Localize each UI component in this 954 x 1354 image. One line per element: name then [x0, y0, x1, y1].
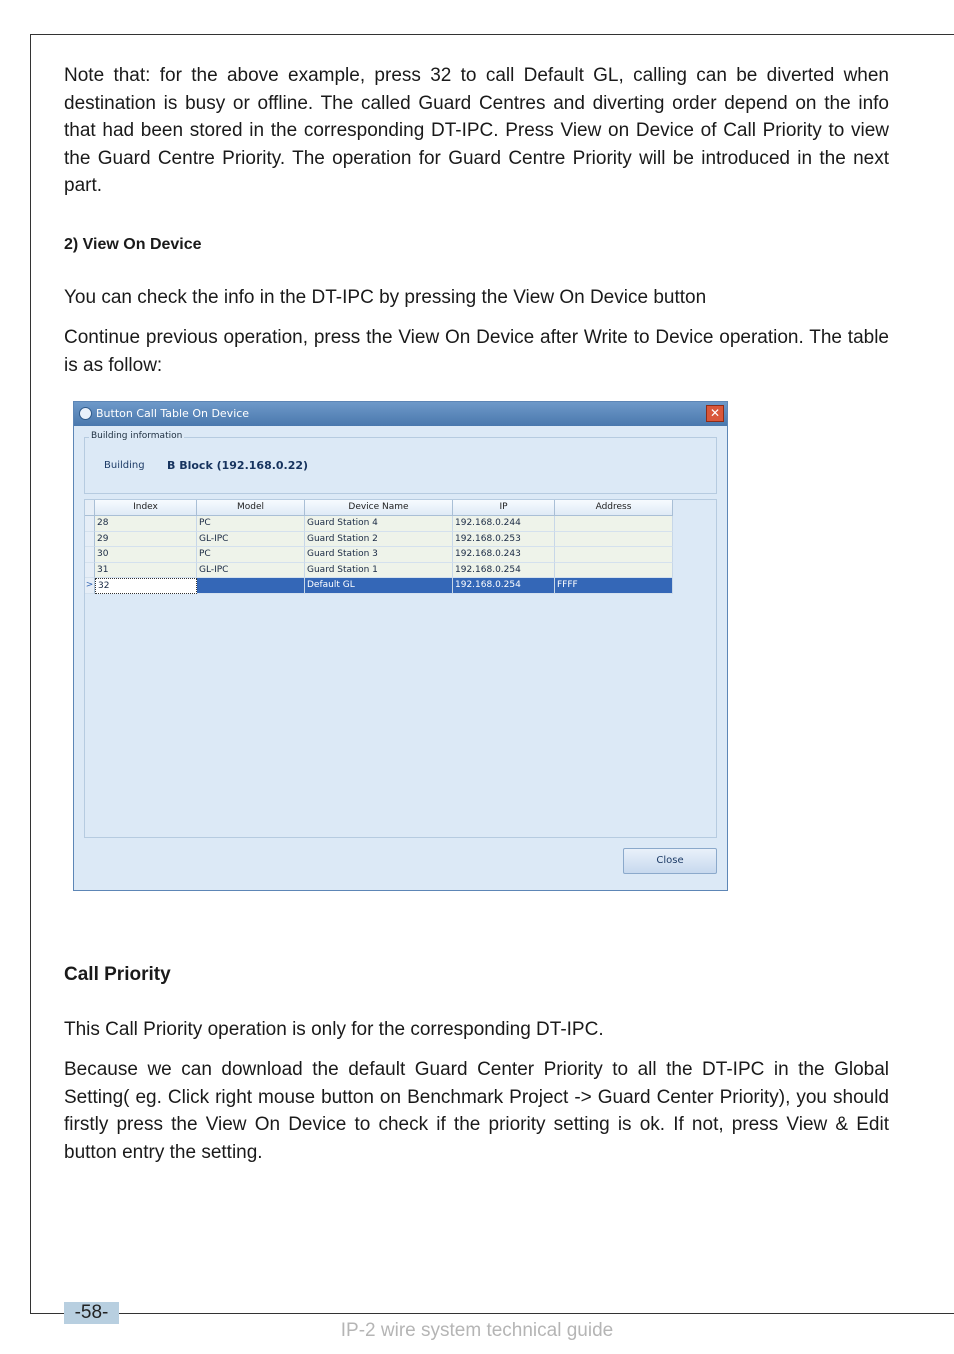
dialog-titlebar[interactable] — [74, 402, 727, 426]
cell-address[interactable] — [555, 532, 673, 548]
call-priority-para-1: This Call Priority operation is only for the corresponding DT-IPC. — [64, 1019, 604, 1040]
row-header-corner — [85, 500, 95, 516]
call-priority-para-2: Because we can download the default Guard Center Priority to all the DT-IPC in the Global Setting( eg. Click right mouse button on Benchmark Project -> Guard Center Priority), you should firstly press the View On Device to check if the priority setting is ok. If not, press View & Edit button entry the setting. — [64, 1059, 889, 1163]
building-label: Building — [104, 460, 145, 471]
cell-index[interactable]: 28 — [95, 516, 197, 532]
view-on-device-para-2: Continue previous operation, press the View On Device after Write to Device operation. The table is as follow: — [64, 327, 889, 376]
footer-title: IP-2 wire system technical guide — [340, 1320, 614, 1341]
device-table — [84, 499, 717, 838]
cell-address[interactable]: FFFF — [555, 578, 673, 594]
view-on-device-para-1: You can check the info in the DT-IPC by pressing the View On Device button — [64, 287, 707, 308]
row-selector[interactable] — [85, 563, 95, 579]
row-selector[interactable] — [85, 532, 95, 548]
cell-device-name[interactable]: Guard Station 2 — [305, 532, 453, 548]
page-border-bottom — [30, 1313, 954, 1314]
table-header — [85, 500, 673, 516]
cell-device-name[interactable]: Guard Station 1 — [305, 563, 453, 579]
view-on-device-heading: 2) View On Device — [64, 236, 202, 253]
cell-device-name[interactable]: Guard Station 3 — [305, 547, 453, 563]
cell-ip[interactable]: 192.168.0.243 — [453, 547, 555, 563]
cell-address[interactable] — [555, 516, 673, 532]
table-row-selected[interactable] — [85, 578, 673, 594]
cell-address[interactable] — [555, 563, 673, 579]
column-header-model[interactable]: Model — [197, 500, 305, 516]
button-call-table-dialog — [73, 401, 728, 891]
table-row[interactable] — [85, 563, 673, 579]
page-border-left — [30, 34, 31, 1314]
cell-model[interactable]: GL-IPC — [197, 532, 305, 548]
cell-ip[interactable]: 192.168.0.253 — [453, 532, 555, 548]
cell-model[interactable]: PC — [197, 547, 305, 563]
table-row[interactable] — [85, 532, 673, 548]
column-header-address[interactable]: Address — [555, 500, 673, 516]
cell-index[interactable]: 30 — [95, 547, 197, 563]
cell-device-name[interactable]: Default GL — [305, 578, 453, 594]
table-row[interactable] — [85, 516, 673, 532]
cell-model[interactable] — [197, 578, 305, 594]
page-number: -58- — [64, 1302, 119, 1324]
close-icon[interactable]: ✕ — [706, 405, 724, 422]
cell-ip[interactable]: 192.168.0.254 — [453, 578, 555, 594]
close-button[interactable]: Close — [623, 848, 717, 874]
app-icon — [79, 407, 92, 420]
row-selector[interactable] — [85, 516, 95, 532]
cell-model[interactable]: PC — [197, 516, 305, 532]
cell-ip[interactable]: 192.168.0.254 — [453, 563, 555, 579]
column-header-ip[interactable]: IP — [453, 500, 555, 516]
call-priority-heading: Call Priority — [64, 964, 171, 985]
page-border-top — [30, 34, 954, 35]
intro-paragraph: Note that: for the above example, press 32 to call Default GL, calling can be diverted when destination is busy or offline. The called Guard Centres and diverting order depend on the info that had been stored in the corresponding DT-IPC. Press View on Device of Call Priority to view the Guard Centre Priority. The operation for Guard Centre Priority will be introduced in the next part. — [64, 65, 889, 196]
cell-ip[interactable]: 192.168.0.244 — [453, 516, 555, 532]
current-row-indicator[interactable]: > — [85, 578, 95, 594]
column-header-device-name[interactable]: Device Name — [305, 500, 453, 516]
row-selector[interactable] — [85, 547, 95, 563]
dialog-title: Button Call Table On Device — [96, 407, 250, 420]
group-label: Building information — [91, 431, 183, 441]
cell-index[interactable]: 32 — [95, 578, 197, 594]
column-header-index[interactable]: Index — [95, 500, 197, 516]
building-value: B Block (192.168.0.22) — [167, 459, 309, 472]
building-information-group — [84, 431, 717, 494]
cell-index[interactable]: 31 — [95, 563, 197, 579]
cell-address[interactable] — [555, 547, 673, 563]
cell-model[interactable]: GL-IPC — [197, 563, 305, 579]
cell-index[interactable]: 29 — [95, 532, 197, 548]
table-row[interactable] — [85, 547, 673, 563]
cell-device-name[interactable]: Guard Station 4 — [305, 516, 453, 532]
